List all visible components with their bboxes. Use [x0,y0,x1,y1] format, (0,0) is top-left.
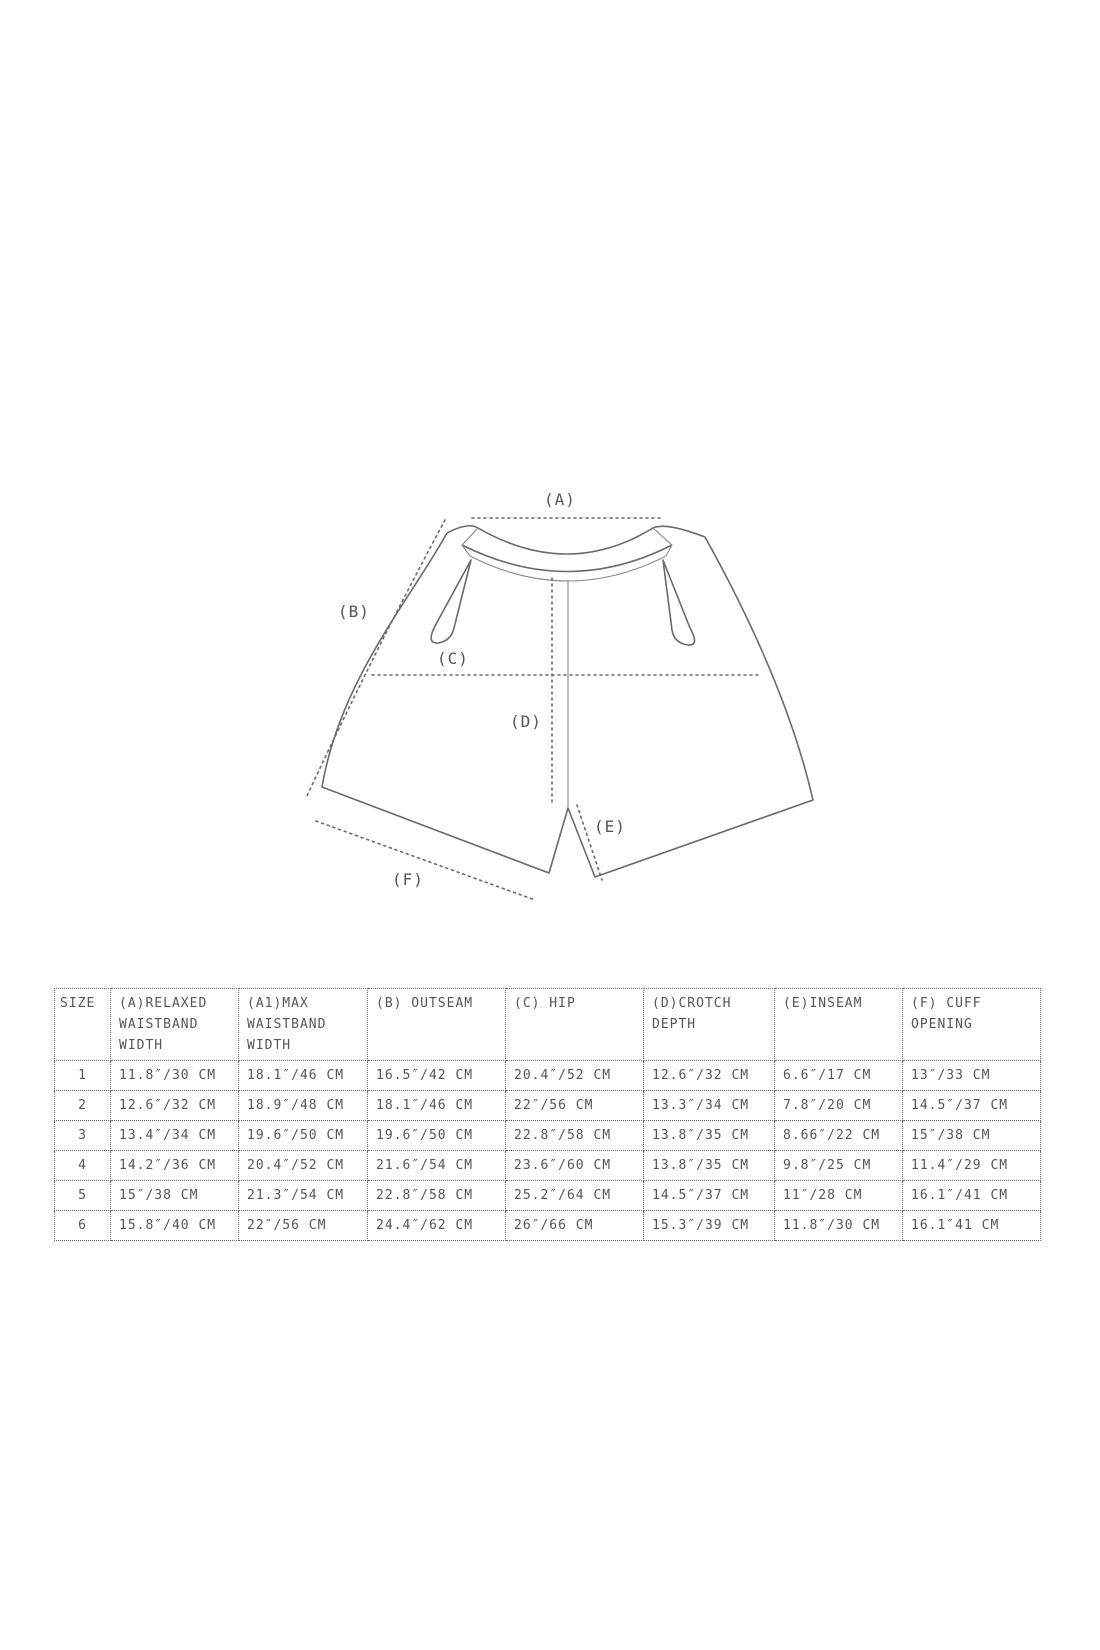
measurement-cell: 13.4″/34 CM [111,1121,239,1151]
column-header [368,989,506,1061]
measurement-cell: 13.8″/35 CM [644,1151,775,1181]
guide-b-outseam [306,520,445,798]
measurement-cell: 6.6″/17 CM [775,1061,903,1091]
column-header-line: (C) HIP [514,996,576,1011]
column-header-line: (A1)MAX [247,996,309,1011]
measurement-cell: 15.3″/39 CM [644,1211,775,1241]
measurement-cell: 11″/28 CM [775,1181,903,1211]
column-header [239,989,368,1061]
measurement-cell: 11.8″/30 CM [775,1211,903,1241]
measurement-cell: 14.5″/37 CM [903,1091,1041,1121]
measurement-cell: 22.8″/58 CM [506,1121,644,1151]
label-c: (C) [437,649,469,668]
guide-f-cuff [316,821,535,900]
left-pocket [431,560,471,643]
column-header-line: SIZE [60,996,96,1011]
size-cell: 2 [55,1091,111,1121]
label-f: (F) [392,870,424,889]
measurement-cell: 16.1″41 CM [903,1211,1041,1241]
table-row [55,1181,1041,1211]
column-header-line: WIDTH [119,1038,164,1053]
table-row [55,1121,1041,1151]
measurement-cell: 7.8″/20 CM [775,1091,903,1121]
measurement-cell: 13″/33 CM [903,1061,1041,1091]
measurement-cell: 20.4″/52 CM [506,1061,644,1091]
label-a: (A) [544,490,576,509]
measurement-cell: 18.1″/46 CM [368,1091,506,1121]
measurement-cell: 12.6″/32 CM [644,1061,775,1091]
table-row [55,1211,1041,1241]
measurement-cell: 19.6″/50 CM [239,1121,368,1151]
measurement-cell: 11.4″/29 CM [903,1151,1041,1181]
column-header-line: (A)RELAXED [119,996,208,1011]
measurement-cell: 14.2″/36 CM [111,1151,239,1181]
measurement-cell: 13.8″/35 CM [644,1121,775,1151]
column-header-line: (D)CROTCH [652,996,732,1011]
measurement-cell: 21.3″/54 CM [239,1181,368,1211]
column-header [903,989,1041,1061]
column-header-line: DEPTH [652,1017,697,1032]
measurement-cell: 15″/38 CM [111,1181,239,1211]
column-header-line: WAISTBAND [247,1017,327,1032]
measurement-cell: 16.5″/42 CM [368,1061,506,1091]
measurement-cell: 24.4″/62 CM [368,1211,506,1241]
measurement-cell: 8.66″/22 CM [775,1121,903,1151]
measurement-cell: 26″/66 CM [506,1211,644,1241]
column-header-line: WAISTBAND [119,1017,199,1032]
measurement-cell: 21.6″/54 CM [368,1151,506,1181]
measurement-cell: 22.8″/58 CM [368,1181,506,1211]
column-header-line: WIDTH [247,1038,292,1053]
measurement-cell: 22″/56 CM [506,1091,644,1121]
column-header-line: (E)INSEAM [783,996,863,1011]
size-cell: 5 [55,1181,111,1211]
column-header [775,989,903,1061]
size-chart-table [54,988,1041,1241]
label-e: (E) [594,817,626,836]
column-header-line: (F) CUFF [911,996,982,1011]
measurement-cell: 12.6″/32 CM [111,1091,239,1121]
measurement-cell: 18.1″/46 CM [239,1061,368,1091]
column-header [644,989,775,1061]
table-row [55,1061,1041,1091]
table-row [55,1091,1041,1121]
right-pocket [663,560,695,645]
measurement-cell: 20.4″/52 CM [239,1151,368,1181]
column-header-line: OPENING [911,1017,973,1032]
measurement-cell: 9.8″/25 CM [775,1151,903,1181]
measurement-cell: 13.3″/34 CM [644,1091,775,1121]
measurement-cell: 25.2″/64 CM [506,1181,644,1211]
size-cell: 3 [55,1121,111,1151]
table-row [55,1151,1041,1181]
size-cell: 1 [55,1061,111,1091]
column-header [506,989,644,1061]
measurement-cell: 15.8″/40 CM [111,1211,239,1241]
size-cell: 4 [55,1151,111,1181]
measurement-cell: 23.6″/60 CM [506,1151,644,1181]
table-body [55,1061,1041,1241]
column-header [111,989,239,1061]
table-header-row [55,989,1041,1061]
label-d: (D) [510,712,542,731]
shorts-outline [322,526,813,877]
size-cell: 6 [55,1211,111,1241]
label-b: (B) [338,602,370,621]
measurement-cell: 14.5″/37 CM [644,1181,775,1211]
measurement-cell: 18.9″/48 CM [239,1091,368,1121]
measurement-cell: 11.8″/30 CM [111,1061,239,1091]
measurement-cell: 19.6″/50 CM [368,1121,506,1151]
measurement-cell: 22″/56 CM [239,1211,368,1241]
column-header [55,989,111,1061]
measurement-cell: 15″/38 CM [903,1121,1041,1151]
measurement-cell: 16.1″/41 CM [903,1181,1041,1211]
column-header-line: (B) OUTSEAM [376,996,474,1011]
